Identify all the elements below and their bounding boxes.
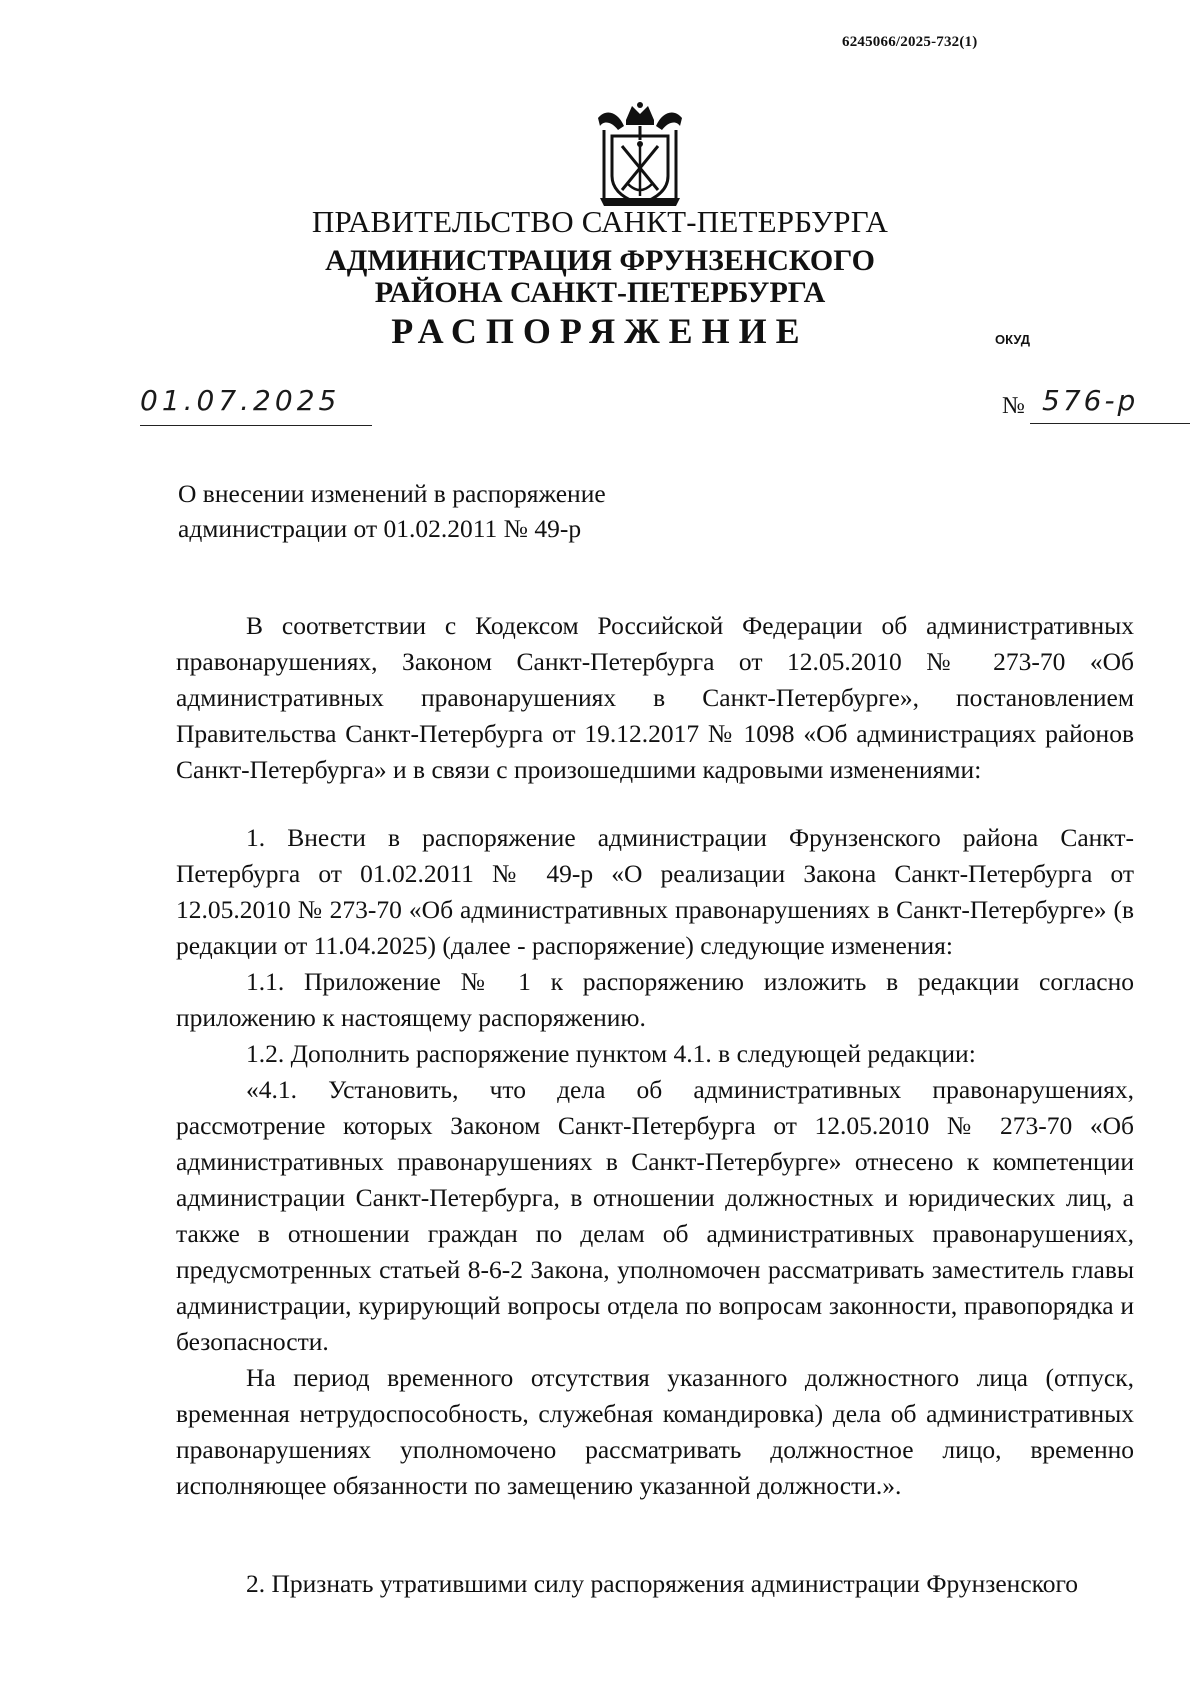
item-2-paragraph: 2. Признать утратившими силу распоряжения администрации Фрунзенского xyxy=(246,1569,1079,1598)
item-4-1-paragraph: «4.1. Установить, что дела об административных правонарушениях, рассмотрение которых Законом Санкт-Петербурга от 12.05.2010 № 273-70 «Об административных правонарушениях в Санкт-Петербурге» отнесено к компетенции администрации Санкт-Петербурга, в отношении должностных и юридических лиц, а также в отношении граждан по делам об административных правонарушениях, предусмотренных статьей 8-6-2 Закона, уполномочен рассматривать заместитель главы администрации, курирующий вопросы отдела по вопросам законности, правопорядка и безопасности. xyxy=(176,1075,1134,1356)
coat-of-arms-icon xyxy=(588,100,692,210)
administration-header-line2: РАЙОНА САНКТ-ПЕТЕРБУРГА xyxy=(374,276,826,309)
item-1-1-paragraph: 1.1. Приложение № 1 к распоряжению изложить в редакции согласно приложению к настоящему распоряжению. xyxy=(176,967,1134,1032)
item-2-block xyxy=(176,1566,1134,1602)
administration-header-line1: АДМИНИСТРАЦИЯ ФРУНЗЕНСКОГО xyxy=(325,244,875,277)
okud-label: ОКУД xyxy=(995,332,1031,347)
document-registration-number: 6245066/2025-732(1) xyxy=(842,34,978,50)
subject-line-2: администрации от 01.02.2011 № 49-р xyxy=(178,514,582,543)
preamble-paragraph: В соответствии с Кодексом Российской Федерации об административных правонарушениях, Законом Санкт-Петербурга от 12.05.2010 № 273-70 «Об административных правонарушениях в Санкт-Петербурге», постановлением Правительства Санкт-Петербурга от 19.12.2017 № 1098 «Об администрациях районов Санкт-Петербурга» и в связи с произошедшими кадровыми изменениями: xyxy=(176,611,1134,784)
subject-line-1: О внесении изменений в распоряжение xyxy=(178,479,606,508)
order-items-block xyxy=(176,820,1134,1504)
preamble-block xyxy=(176,608,1134,788)
handwritten-date: 01.07.2025 xyxy=(140,384,341,417)
number-underline xyxy=(1030,423,1190,424)
number-sign: № xyxy=(1002,393,1025,419)
government-header: ПРАВИТЕЛЬСТВО САНКТ-ПЕТЕРБУРГА xyxy=(311,204,889,239)
absence-paragraph: На период временного отсутствия указанного должностного лица (отпуск, временная нетрудоспособность, служебная командировка) дела об административных правонарушениях уполномочено рассматривать должностное лицо, временно исполняющее обязанности по замещению указанной должности.». xyxy=(176,1363,1134,1500)
item-1-2-paragraph: 1.2. Дополнить распоряжение пунктом 4.1. в следующей редакции: xyxy=(246,1039,976,1068)
document-type-title: РАСПОРЯЖЕНИЕ xyxy=(391,311,809,351)
handwritten-order-number: 576-р xyxy=(1042,384,1139,417)
date-underline xyxy=(140,425,372,426)
document-subject xyxy=(178,476,606,546)
item-1-paragraph: 1. Внести в распоряжение администрации Фрунзенского района Санкт-Петербурга от 01.02.2011 № 49-р «О реализации Закона Санкт-Петербурга от 12.05.2010 № 273-70 «Об административных правонарушениях в Санкт-Петербурге» (в редакции от 11.04.2025) (далее - распоряжение) следующие изменения: xyxy=(176,823,1134,960)
